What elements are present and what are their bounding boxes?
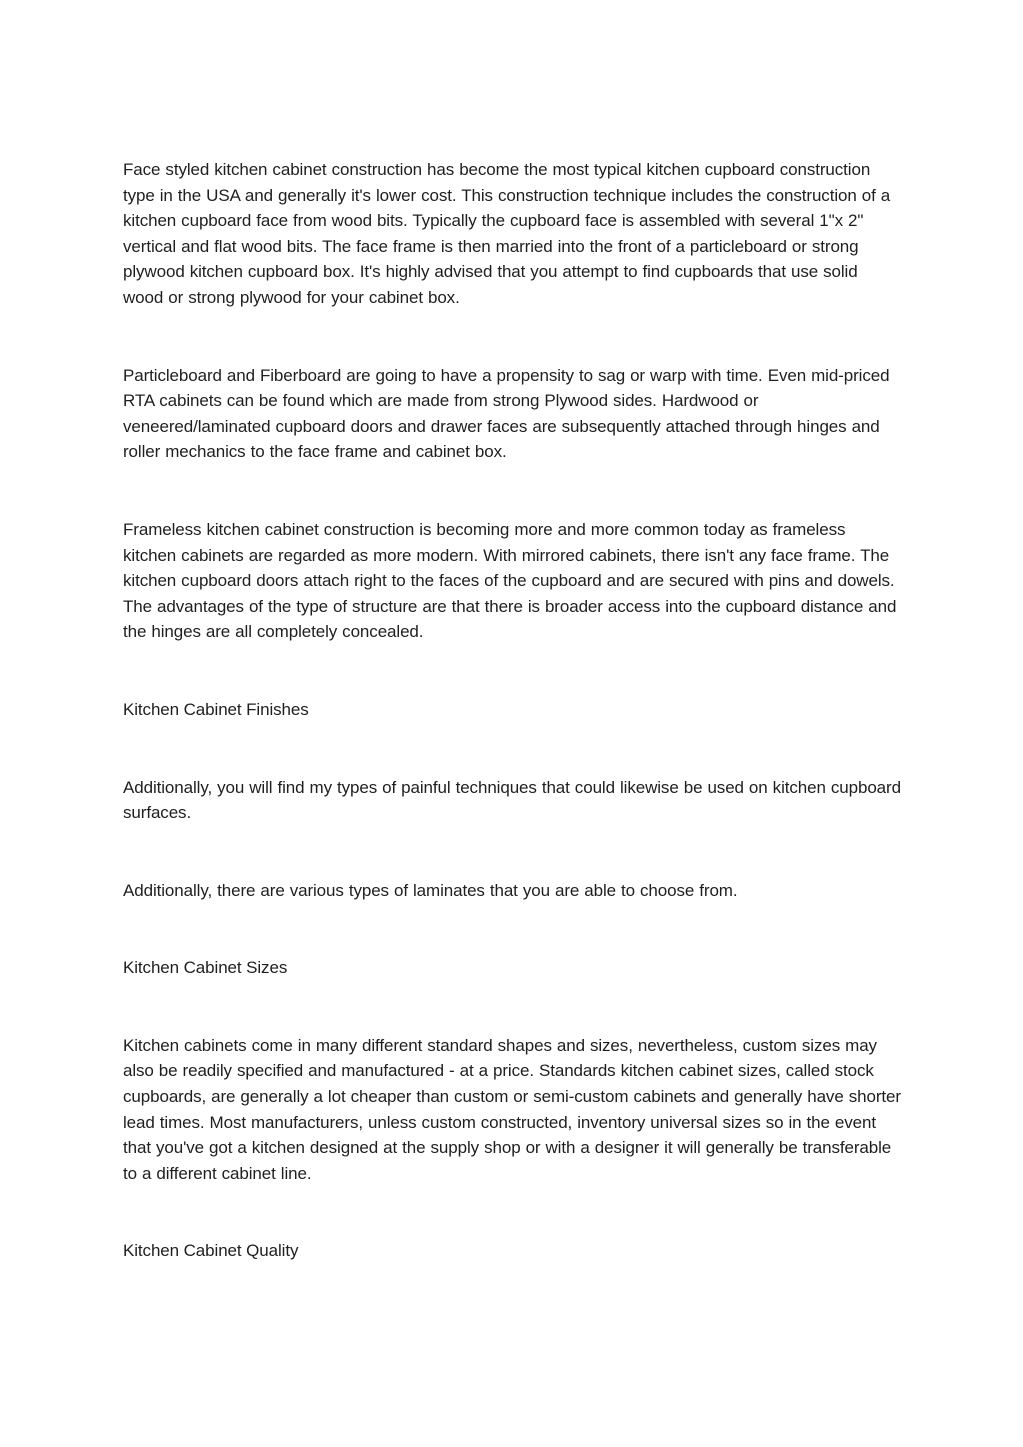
section-heading-quality: Kitchen Cabinet Quality (123, 1241, 299, 1261)
paragraph-laminates: Additionally, there are various types of laminates that you are able to choose from. (123, 880, 738, 900)
paragraph-particleboard-fiberboard: Particleboard and Fiberboard are going to have a propensity to sag or warp with time. Even mid-priced RTA cabinets can be found which are made from strong Plywood sides. Hardwood or veneered/laminated cupboard doors and drawer faces are subsequently attached through hinges and roller mechanics to the face frame and cabinet box. (123, 365, 890, 462)
paragraph-painful-techniques: Additionally, you will find my types of painful techniques that could likewise be used on kitchen cupboard surfaces. (123, 777, 901, 823)
paragraph-standard-sizes: Kitchen cabinets come in many different standard shapes and sizes, nevertheless, custom sizes may also be readily specified and manufactured - at a price. Standards kitchen cabinet sizes, called stock cupboards, are generally a lot cheaper than custom or semi-custom cabinets and generally have shorter lead times. Most manufacturers, unless custom constructed, inventory universal sizes so in the event that you've got a kitchen designed at the supply shop or with a designer it will generally be transferable to a different cabinet line. (123, 1035, 901, 1183)
section-heading-finishes: Kitchen Cabinet Finishes (123, 699, 309, 719)
paragraph-frameless-construction: Frameless kitchen cabinet construction is becoming more and more common today as frameless kitchen cabinets are regarded as more modern. With mirrored cabinets, there isn't any face frame. The kitchen cupboard doors attach right to the faces of the cupboard and are secured with pins and dowels. The advantages of the type of structure are that there is broader access into the cupboard distance and the hinges are all completely concealed. (123, 519, 897, 642)
paragraph-face-frame-construction: Face styled kitchen cabinet construction has become the most typical kitchen cupboard construction type in the USA and generally it's lower cost. This construction technique includes the construction of a kitchen cupboard face from wood bits. Typically the cupboard face is assembled with several 1"x 2" vertical and flat wood bits. The face frame is then married into the front of a particleboard or strong plywood kitchen cupboard box. It's highly advised that you attempt to find cupboards that use solid wood or strong plywood for your cabinet box. (123, 160, 891, 307)
section-heading-sizes: Kitchen Cabinet Sizes (123, 958, 288, 978)
